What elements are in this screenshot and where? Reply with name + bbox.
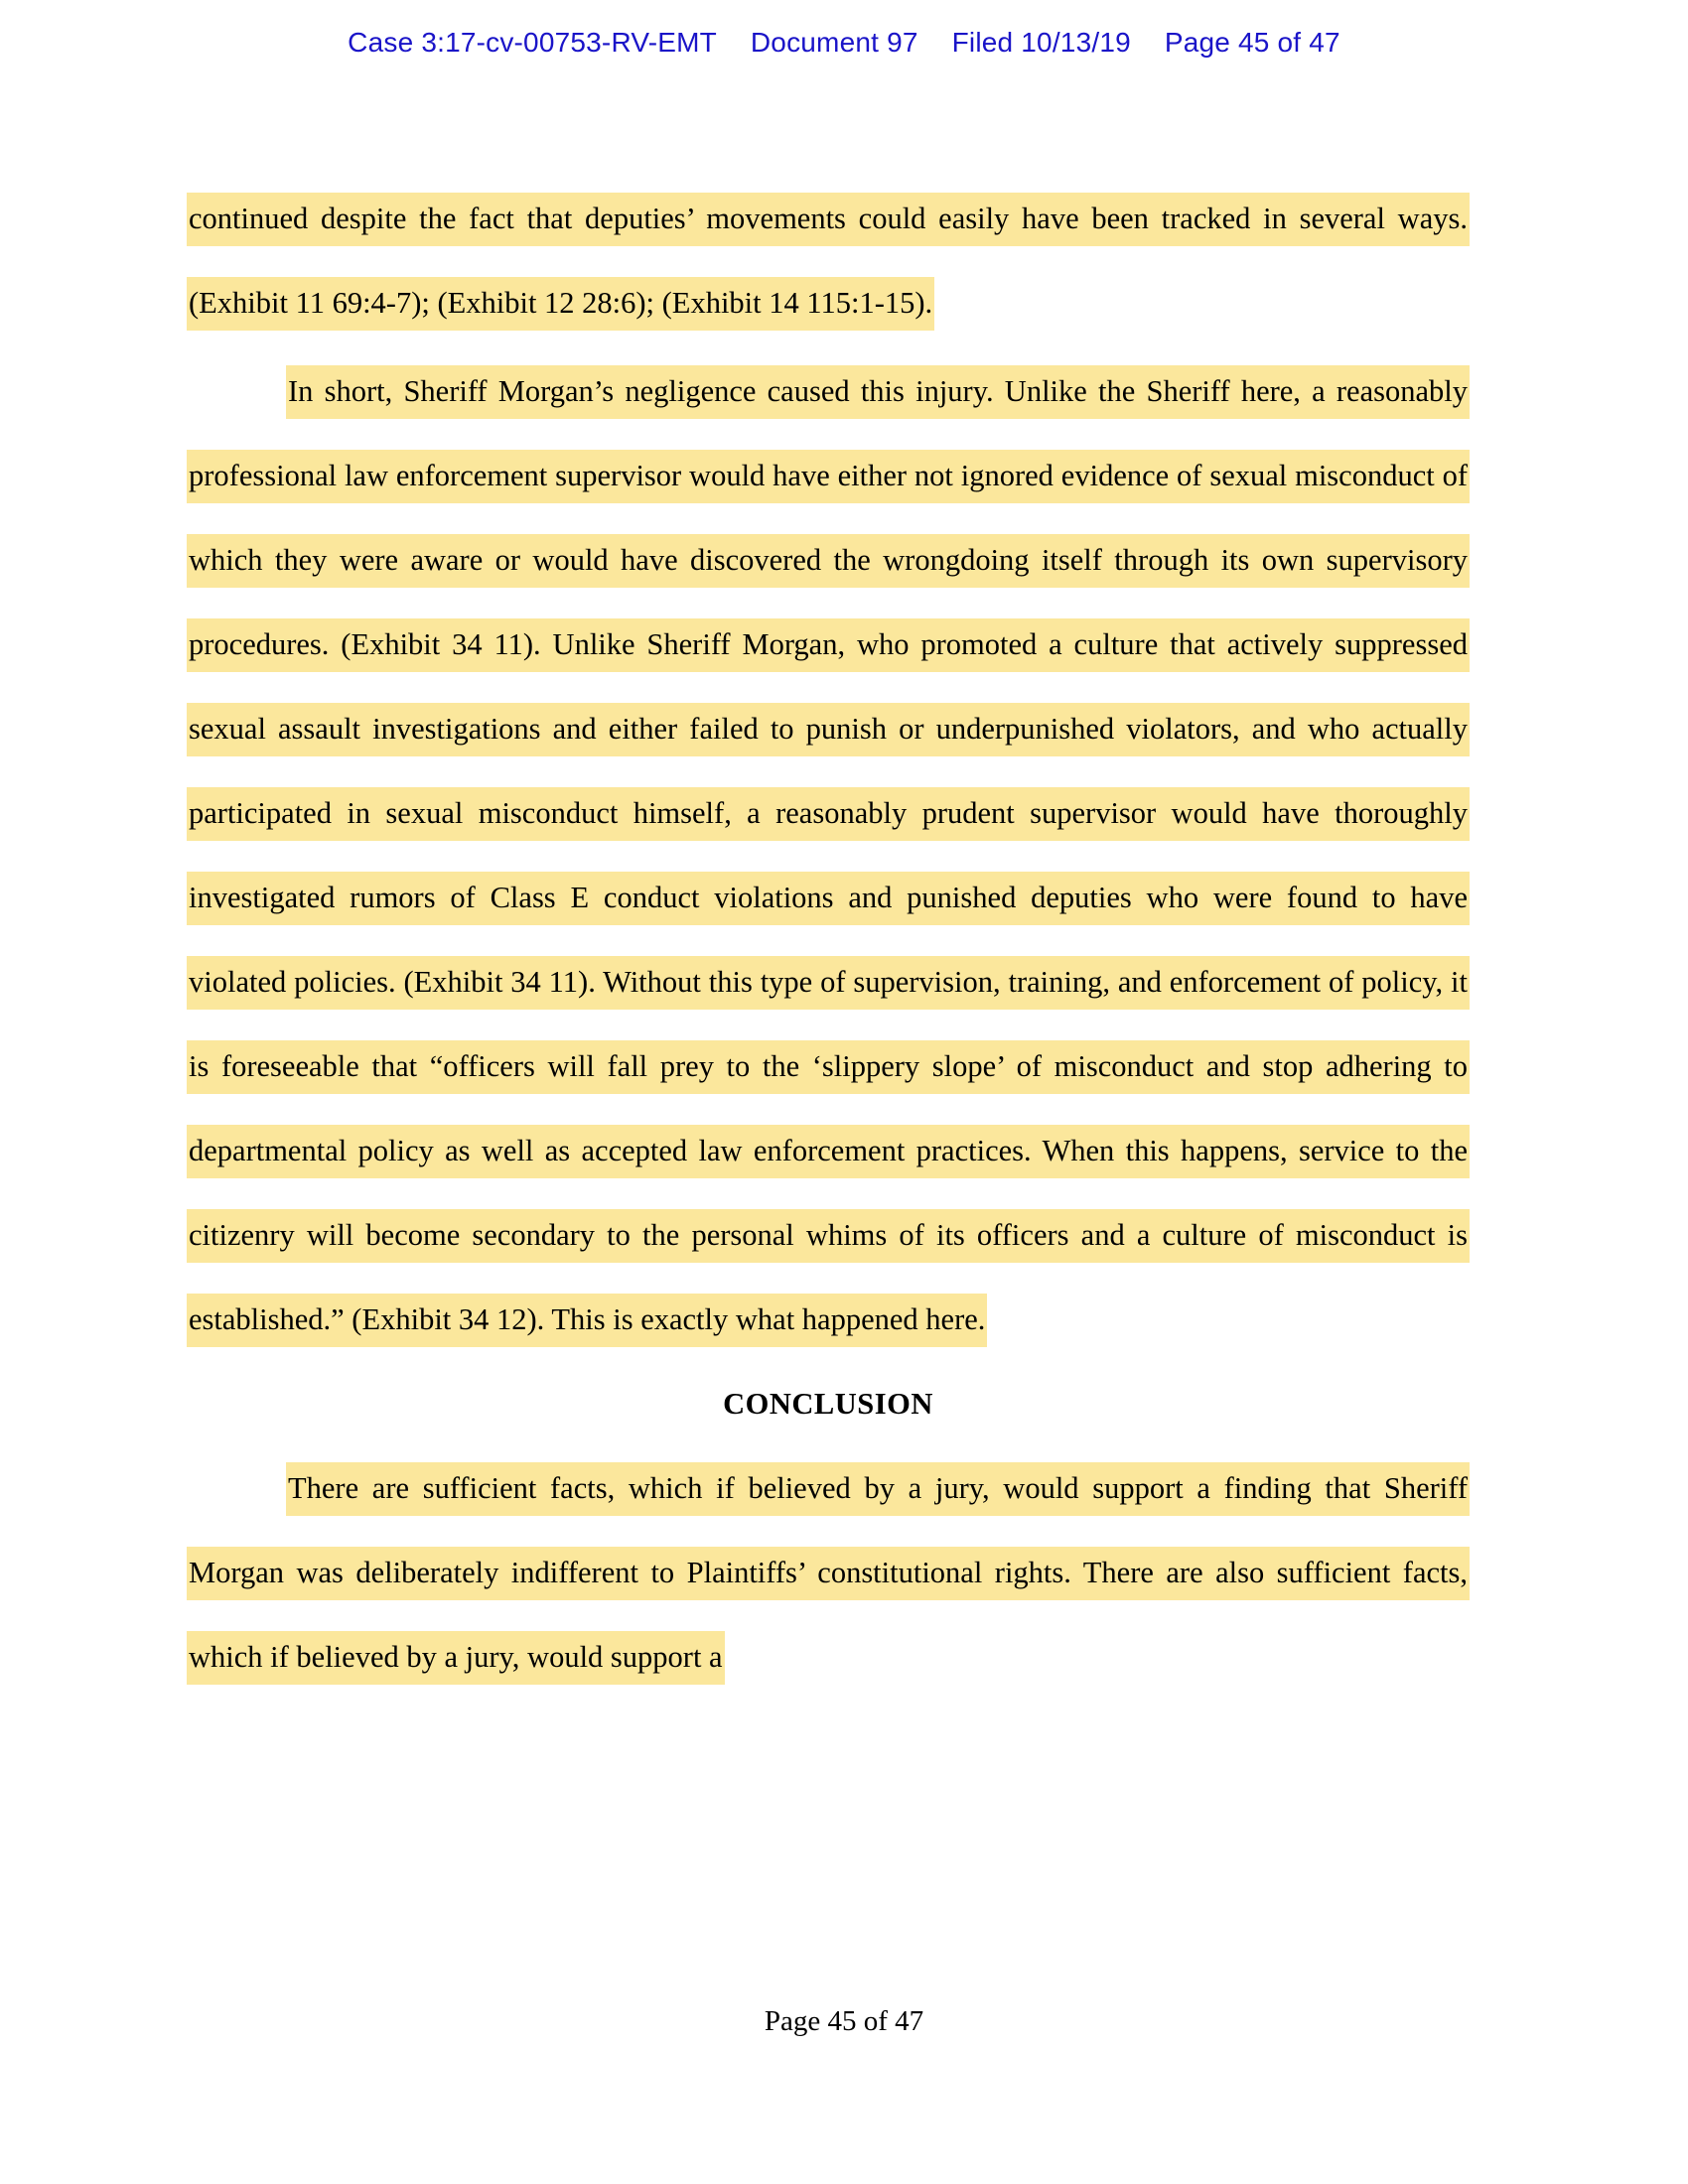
paragraph-continued [187,177,1470,345]
ecf-case-number: Case 3:17-cv-00753-RV-EMT [348,27,717,58]
ecf-page-indicator: Page 45 of 47 [1164,27,1340,58]
ecf-filed-date: Filed 10/13/19 [951,27,1131,58]
highlighted-text: There are sufficient facts, which if believed by a jury, would support a finding that Sheriff Morgan was deliberately indifferent to Plaintiffs’ constitutional rights. There are also sufficient facts, which if believed by a jury, would support a [187,1462,1470,1685]
page-footer: Page 45 of 47 [764,2005,924,2037]
paragraph-in-short [187,349,1470,1362]
ecf-header-stamp [0,27,1688,59]
ecf-document-number: Document 97 [750,27,918,58]
highlighted-text: In short, Sheriff Morgan’s negligence caused this injury. Unlike the Sheriff here, a reasonably professional law enforcement supervisor would have either not ignored evidence of sexual misconduct of which they were aware or would have discovered the wrongdoing itself through its own supervisory procedures. (Exhibit 34 11). Unlike Sheriff Morgan, who promoted a culture that actively suppressed sexual assault investigations and either failed to punish or underpunished violators, and who actually participated in sexual misconduct himself, a reasonably prudent supervisor would have thoroughly investigated rumors of Class E conduct violations and punished deputies who were found to have violated policies. (Exhibit 34 11). Without this type of supervision, training, and enforcement of policy, it is foreseeable that “officers will fall prey to the ‘slippery slope’ of misconduct and stop adhering to departmental policy as well as accepted law enforcement practices. When this happens, service to the citizenry will become secondary to the personal whims of its officers and a culture of misconduct is established.” (Exhibit 34 12). This is exactly what happened here. [187,365,1470,1347]
highlighted-text: continued despite the fact that deputies’ movements could easily have been tracked in several ways. (Exhibit 11 69:4-7); (Exhibit 12 28:6); (Exhibit 14 115:1-15). [187,193,1470,331]
section-heading-conclusion: CONCLUSION [723,1387,933,1421]
paragraph-conclusion-body [187,1446,1470,1700]
document-text-body [187,177,1470,1700]
